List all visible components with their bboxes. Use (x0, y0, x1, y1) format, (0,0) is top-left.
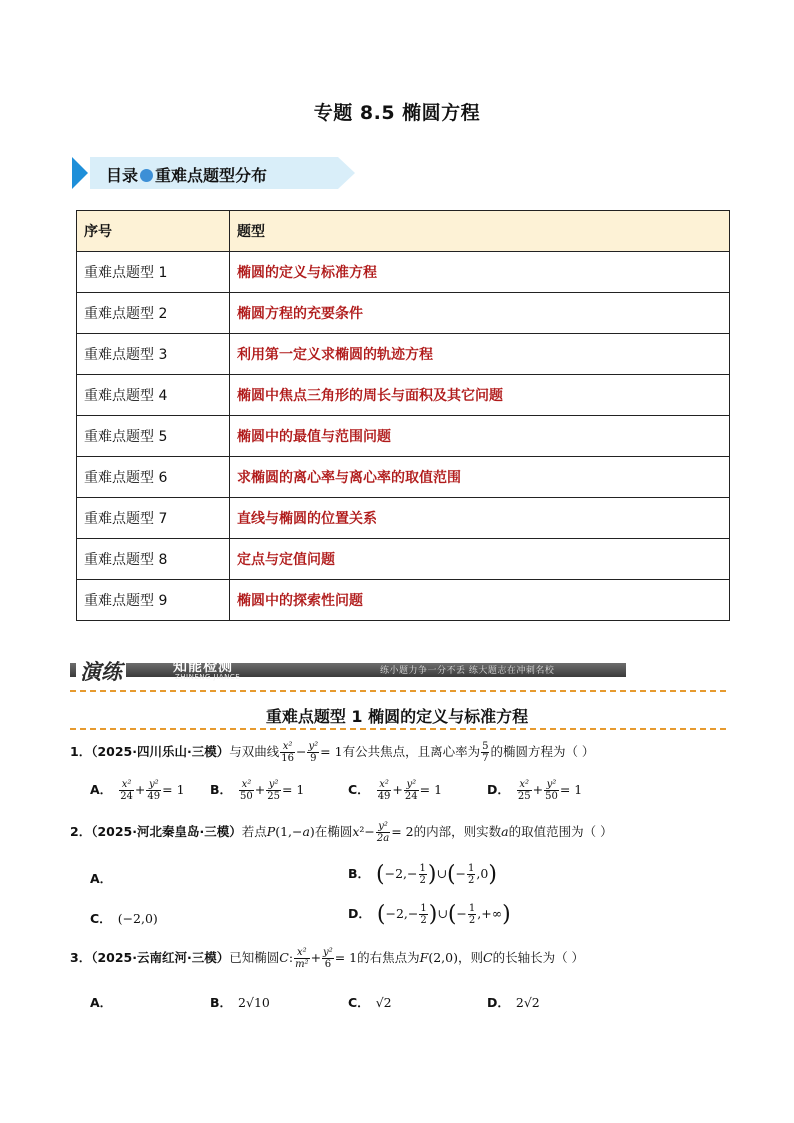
table-row (77, 457, 730, 498)
table-row (77, 293, 730, 334)
question-source: （2025·河北秦皇岛·三模） (91, 824, 242, 839)
bullet-dot-icon (140, 169, 153, 182)
question-2: 2．（2025·河北秦皇岛·三模）若点P(1,−a)在椭圆x²− $\frac{\text{y²}}{2a}$ = 2的内部，则实数a的取值范围为（ ） (70, 821, 613, 844)
row-number: 重难点题型 5 (77, 416, 230, 457)
row-number: 重难点题型 9 (77, 580, 230, 621)
banner-sub-text: 知能检测 (173, 659, 233, 675)
option-d: D． 2√2 (487, 995, 540, 1010)
toc-label-b: 重难点题型分布 (155, 166, 268, 185)
option-d: D． $\frac{\text{x²}}{25}$ + $\frac{\text{y²}}{50}$ = 1 (487, 779, 583, 802)
option-c: C． (−2,0) (90, 911, 158, 926)
banner-slogan: 练小题力争一分不丢 练大题志在冲刺名校 (380, 666, 555, 676)
row-number: 重难点题型 8 (77, 539, 230, 580)
row-topic: 直线与椭圆的位置关系 (230, 498, 730, 539)
row-topic: 椭圆中的最值与范围问题 (230, 416, 730, 457)
table-row (77, 334, 730, 375)
math-fraction: $\frac{5}{7}$ (482, 741, 489, 764)
column-header-topic: 题型 (230, 211, 730, 252)
divider-bottom (70, 728, 726, 730)
row-number: 重难点题型 2 (77, 293, 230, 334)
question-source: （2025·云南红河·三模） (91, 950, 230, 965)
table-row (77, 498, 730, 539)
table-row (77, 252, 730, 293)
toc-label-a: 目录 (106, 166, 139, 185)
option-b: B． (−2,− $\frac{1}{2}$ )∪(− $\frac{1}{2}$ ,0) (348, 862, 497, 887)
row-topic: 椭圆中焦点三角形的周长与面积及其它问题 (230, 375, 730, 416)
practice-banner (70, 656, 626, 684)
row-topic: 椭圆方程的充要条件 (230, 293, 730, 334)
option-b: B． $\frac{\text{x²}}{50}$ + $\frac{\text{y²}}{25}$ = 1 (210, 779, 305, 802)
math-fraction: $\frac{\text{y²}}{2a}$ (376, 821, 390, 844)
divider-top (70, 690, 726, 692)
row-topic: 定点与定值问题 (230, 539, 730, 580)
row-topic: 求椭圆的离心率与离心率的取值范围 (230, 457, 730, 498)
math-fraction: $\frac{\text{x²}}{16}$ (281, 741, 294, 764)
option-b: B． 2√10 (210, 995, 270, 1010)
banner-main-text: 演练 (76, 656, 126, 686)
table-row (77, 416, 730, 457)
row-number: 重难点题型 6 (77, 457, 230, 498)
math-fraction: $\frac{\text{y²}}{6}$ (323, 947, 333, 970)
row-number: 重难点题型 3 (77, 334, 230, 375)
banner-sub-en: ZHINENG JIANCE (175, 673, 241, 681)
table-row (77, 375, 730, 416)
question-3: 3．（2025·云南红河·三模）已知椭圆C: $\frac{\text{x²}}{\text{m²}}$ + $\frac{\text{y²}}{6}$ = 1的右焦点为F(2,0)，则C的长轴长为（ ） (70, 947, 585, 970)
option-c: C． $\frac{\text{x²}}{49}$ + $\frac{\text{y²}}{24}$ = 1 (348, 779, 443, 802)
table-row (77, 580, 730, 621)
row-number: 重难点题型 7 (77, 498, 230, 539)
toc-table (76, 210, 730, 621)
toc-banner (70, 157, 355, 189)
option-c: C． √2 (348, 995, 392, 1010)
row-topic: 椭圆的定义与标准方程 (230, 252, 730, 293)
option-a: A． (90, 871, 113, 886)
row-topic: 椭圆中的探索性问题 (230, 580, 730, 621)
math-fraction: $\frac{\text{y²}}{9}$ (308, 741, 319, 764)
row-topic: 利用第一定义求椭圆的轨迹方程 (230, 334, 730, 375)
question-1: 1．（2025·四川乐山·三模）与双曲线 $\frac{\text{x²}}{16}$ − $\frac{\text{y²}}{9}$ = 1有公共焦点，且离心率为 $\frac{5}{7}$ 的椭圆方程为（ ） (70, 741, 595, 764)
row-number: 重难点题型 4 (77, 375, 230, 416)
section-title: 重难点题型 1 椭圆的定义与标准方程 (265, 707, 529, 726)
page-title: 专题 8.5 椭圆方程 (313, 102, 481, 124)
table-header-row (77, 211, 730, 252)
option-a: A． $\frac{\text{x²}}{24}$ + $\frac{\text{y²}}{49}$ = 1 (90, 779, 185, 802)
math-fraction: $\frac{\text{x²}}{\text{m²}}$ (295, 947, 309, 970)
question-source: （2025·四川乐山·三模） (91, 744, 230, 759)
option-a: A． (90, 995, 113, 1010)
table-row (77, 539, 730, 580)
row-number: 重难点题型 1 (77, 252, 230, 293)
column-header-number: 序号 (77, 211, 230, 252)
option-d: D． (−2,− $\frac{1}{2}$ )∪(− $\frac{1}{2}$ ,+∞) (348, 902, 511, 927)
